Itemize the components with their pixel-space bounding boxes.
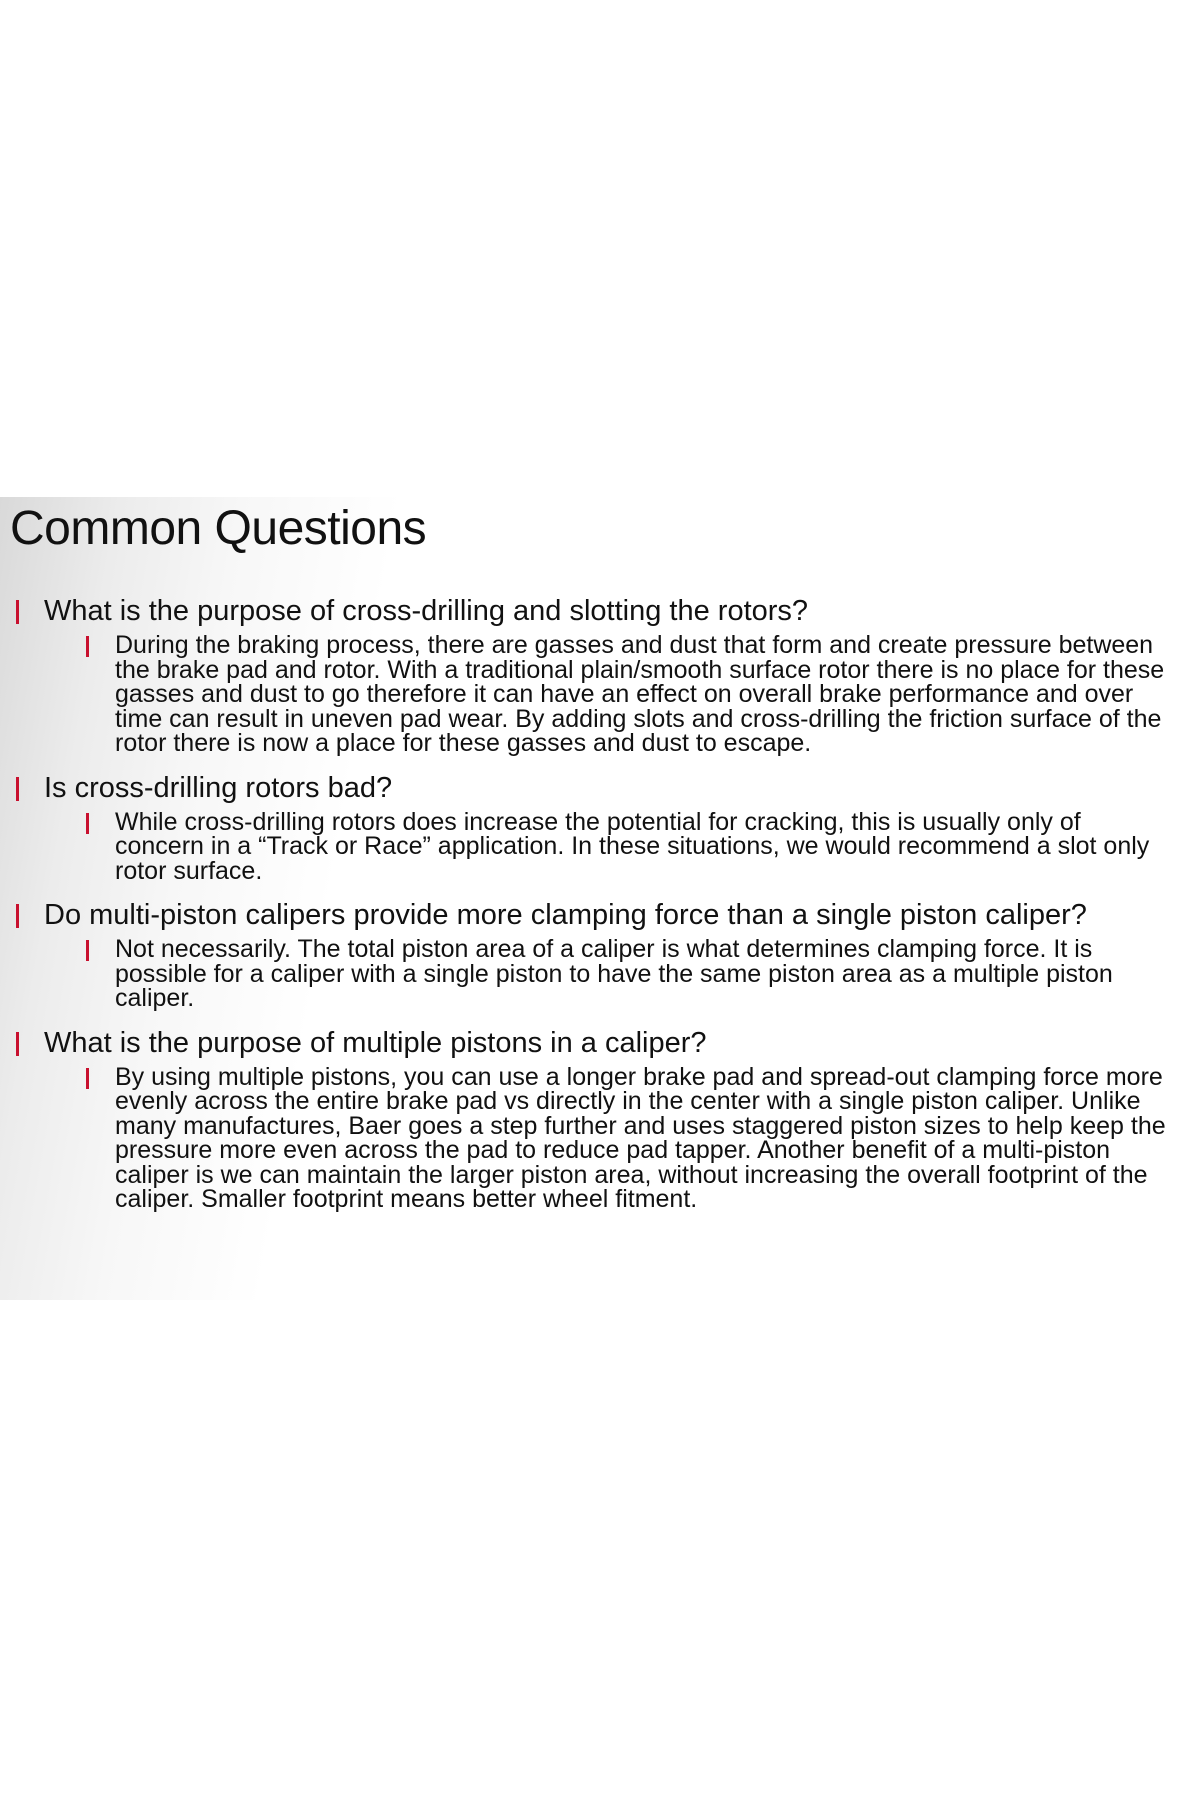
bullet-bar-icon <box>16 777 19 801</box>
faq-answer-text: By using multiple pistons, you can use a longer brake pad and spread-out clamping force more evenly across the entire brake pad vs directly in the center with a single piston caliper. Unlike many manufactures, Baer goes a step further and uses staggered piston sizes to help keep the pressure more even across the pad to reduce pad tapper. Another benefit of a multi-piston caliper is we can maintain the larger piston area, without increasing the overall footprint of the caliper. Smaller footprint means better wheel fitment. <box>115 1062 1166 1213</box>
faq-question <box>0 897 1200 933</box>
faq-answer <box>0 633 1200 756</box>
bullet-bar-icon <box>86 636 89 657</box>
bullet-bar-icon <box>16 904 19 928</box>
faq-question-text: Is cross-drilling rotors bad? <box>44 771 393 804</box>
faq-question-text: What is the purpose of cross-drilling and slotting the rotors? <box>44 595 809 627</box>
faq-answer-text: Not necessarily. The total piston area of a caliper is what determines clamping force. It is possible for a caliper with a single piston to have the same piston area as a multiple piston caliper. <box>115 935 1113 1012</box>
faq-question <box>0 593 1200 629</box>
faq-answer <box>0 937 1200 1011</box>
slide-title: Common Questions <box>10 502 427 555</box>
bullet-bar-icon <box>86 813 89 834</box>
bullet-bar-icon <box>86 1068 89 1089</box>
faq-question <box>0 1025 1200 1061</box>
faq-answer <box>0 807 1200 885</box>
faq-item <box>0 1025 1200 1212</box>
bullet-bar-icon <box>16 1032 19 1056</box>
faq-item <box>0 897 1200 1011</box>
faq-list <box>0 593 1200 1226</box>
faq-question-text: Do multi-piston calipers provide more clamping force than a single piston caliper? <box>44 899 1087 931</box>
faq-item <box>0 770 1200 884</box>
faq-answer-text: While cross-drilling rotors does increase the potential for cracking, this is usually only of concern in a “Track or Race” application. In these situations, we would recommend a slot only rotor surface. <box>115 807 1150 885</box>
faq-item <box>0 593 1200 756</box>
faq-answer-text: During the braking process, there are gasses and dust that form and create pressure between the brake pad and rotor. With a traditional plain/smooth surface rotor there is no place for these gasses and dust to go therefore it can have an effect on overall brake performance and over time can result in uneven pad wear. By adding slots and cross-drilling the friction surface of the rotor there is now a place for these gasses and dust to escape. <box>115 631 1165 757</box>
faq-question-text: What is the purpose of multiple pistons in a caliper? <box>44 1026 707 1059</box>
faq-answer <box>0 1062 1200 1213</box>
slide <box>0 497 1200 1300</box>
bullet-bar-icon <box>16 600 19 624</box>
bullet-bar-icon <box>86 940 89 961</box>
faq-question <box>0 770 1200 806</box>
